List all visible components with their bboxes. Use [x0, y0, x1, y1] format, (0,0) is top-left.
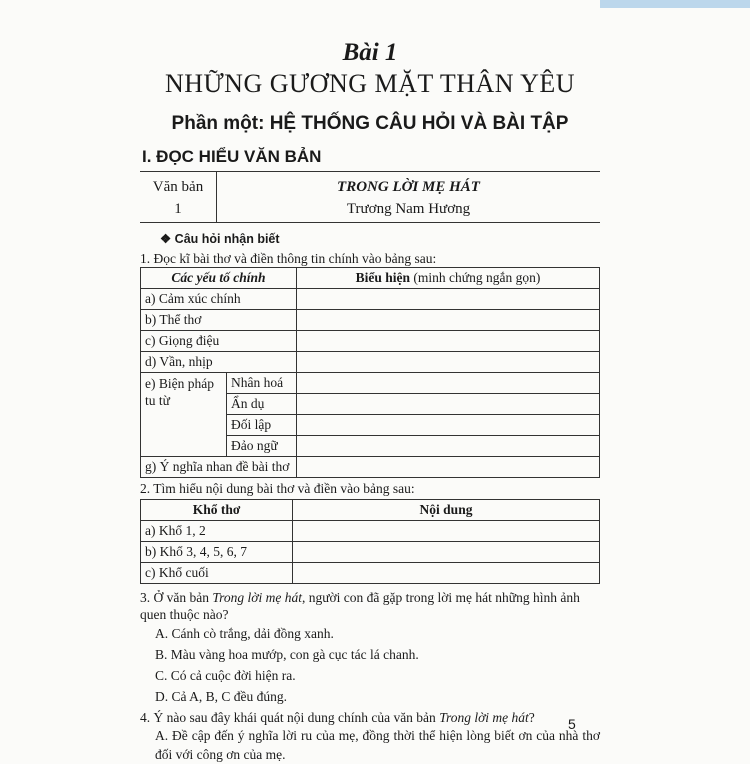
lesson-number: Bài 1: [342, 39, 398, 66]
answer-cell[interactable]: [297, 373, 600, 394]
question-2-table: [140, 499, 600, 584]
top-edge-strip: [600, 0, 750, 8]
row-label: b) Khổ 3, 4, 5, 6, 7: [141, 542, 293, 563]
table-row: [141, 310, 600, 331]
table-row: [141, 289, 600, 310]
row-label: a) Khổ 1, 2: [141, 521, 293, 542]
option-a[interactable]: A. Cánh cò trắng, dải đồng xanh.: [155, 626, 334, 641]
table-row: [141, 542, 600, 563]
question-4-text-start: 4. Ý nào sau đây khái quát nội dung chính của văn bản: [140, 710, 440, 725]
row-label: d) Vần, nhịp: [141, 352, 297, 373]
column-header-evidence-note: (minh chứng ngắn gọn): [410, 270, 541, 285]
column-header-content: Nội dung: [293, 500, 600, 521]
answer-cell[interactable]: [297, 331, 600, 352]
table-row: [141, 563, 600, 584]
question-1: 1. Đọc kĩ bài thơ và điền thông tin chính vào bảng sau:: [140, 251, 437, 266]
part-title: Phần một: HỆ THỐNG CÂU HỎI VÀ BÀI TẬP: [171, 113, 569, 134]
row-label: a) Cảm xúc chính: [141, 289, 297, 310]
table-header-row: [141, 268, 600, 289]
answer-cell[interactable]: [293, 563, 600, 584]
column-header-elements: Các yếu tố chính: [141, 268, 297, 289]
row-label: g) Ý nghĩa nhan đề bài thơ: [141, 457, 297, 478]
section-title: I. ĐỌC HIỂU VĂN BẢN: [140, 147, 600, 172]
text-label-word: Văn bản: [152, 179, 204, 195]
column-header-evidence-bold: Biểu hiện: [355, 270, 411, 285]
option-a[interactable]: A. Đề cập đến ý nghĩa lời ru của mẹ, đồng thời thể hiện lòng biết ơn của nhà thơ đối với công ơn của mẹ.: [155, 728, 600, 762]
row-sublabel: Ẩn dụ: [227, 394, 297, 415]
question-4-work-title: Trong lời mẹ hát: [439, 710, 529, 725]
subsection-heading: ❖ Câu hỏi nhận biết: [160, 232, 280, 246]
text-details: [217, 172, 600, 222]
answer-cell[interactable]: [293, 521, 600, 542]
column-header-stanza: Khổ thơ: [141, 500, 293, 521]
table-row: [141, 521, 600, 542]
question-3: [140, 589, 600, 623]
table-row: [141, 331, 600, 352]
question-4-text-end: ?: [528, 710, 535, 725]
question-3-work-title: Trong lời mẹ hát: [212, 590, 302, 605]
lesson-title: NHỮNG GƯƠNG MẶT THÂN YÊU: [164, 69, 576, 98]
row-label: b) Thể thơ: [141, 310, 297, 331]
option-d[interactable]: D. Cả A, B, C đều đúng.: [155, 689, 288, 704]
answer-cell[interactable]: [297, 352, 600, 373]
work-title: TRONG LỜI MẸ HÁT: [337, 179, 480, 195]
option-b[interactable]: B. Màu vàng hoa mướp, con gà cục tác lá chanh.: [155, 647, 419, 662]
question-1-table: [140, 267, 600, 478]
text-info-box: [140, 172, 600, 223]
row-sublabel: Đảo ngữ: [227, 436, 297, 457]
row-label-rhetoric: e) Biện pháp tu từ: [141, 373, 227, 457]
question-3-options: [140, 623, 600, 707]
answer-cell[interactable]: [293, 542, 600, 563]
textbook-page: [140, 35, 600, 762]
answer-cell[interactable]: [297, 394, 600, 415]
column-header-evidence: [297, 268, 600, 289]
answer-cell[interactable]: [297, 310, 600, 331]
answer-cell[interactable]: [297, 289, 600, 310]
question-4-options: [140, 726, 600, 764]
answer-cell[interactable]: [297, 415, 600, 436]
text-label-number: 1: [174, 201, 182, 217]
row-label: c) Giọng điệu: [141, 331, 297, 352]
row-sublabel: Nhân hoá: [227, 373, 297, 394]
table-header-row: [141, 500, 600, 521]
answer-cell[interactable]: [297, 457, 600, 478]
table-row: [141, 352, 600, 373]
page-number: 5: [568, 716, 576, 732]
table-row: [141, 457, 600, 478]
table-row: [141, 373, 600, 394]
row-label: c) Khổ cuối: [141, 563, 293, 584]
answer-cell[interactable]: [297, 436, 600, 457]
row-sublabel: Đối lập: [227, 415, 297, 436]
question-4: [140, 709, 600, 726]
question-3-text-end: , người con đã gặp trong lời mẹ hát những hình ảnh quen thuộc nào?: [140, 590, 580, 622]
question-2: 2. Tìm hiểu nội dung bài thơ và điền vào bảng sau:: [140, 481, 415, 496]
author-name: Trương Nam Hương: [346, 201, 471, 217]
option-c[interactable]: C. Có cả cuộc đời hiện ra.: [155, 668, 296, 683]
text-label: [140, 172, 217, 222]
question-3-text-start: 3. Ở văn bản: [140, 590, 213, 605]
